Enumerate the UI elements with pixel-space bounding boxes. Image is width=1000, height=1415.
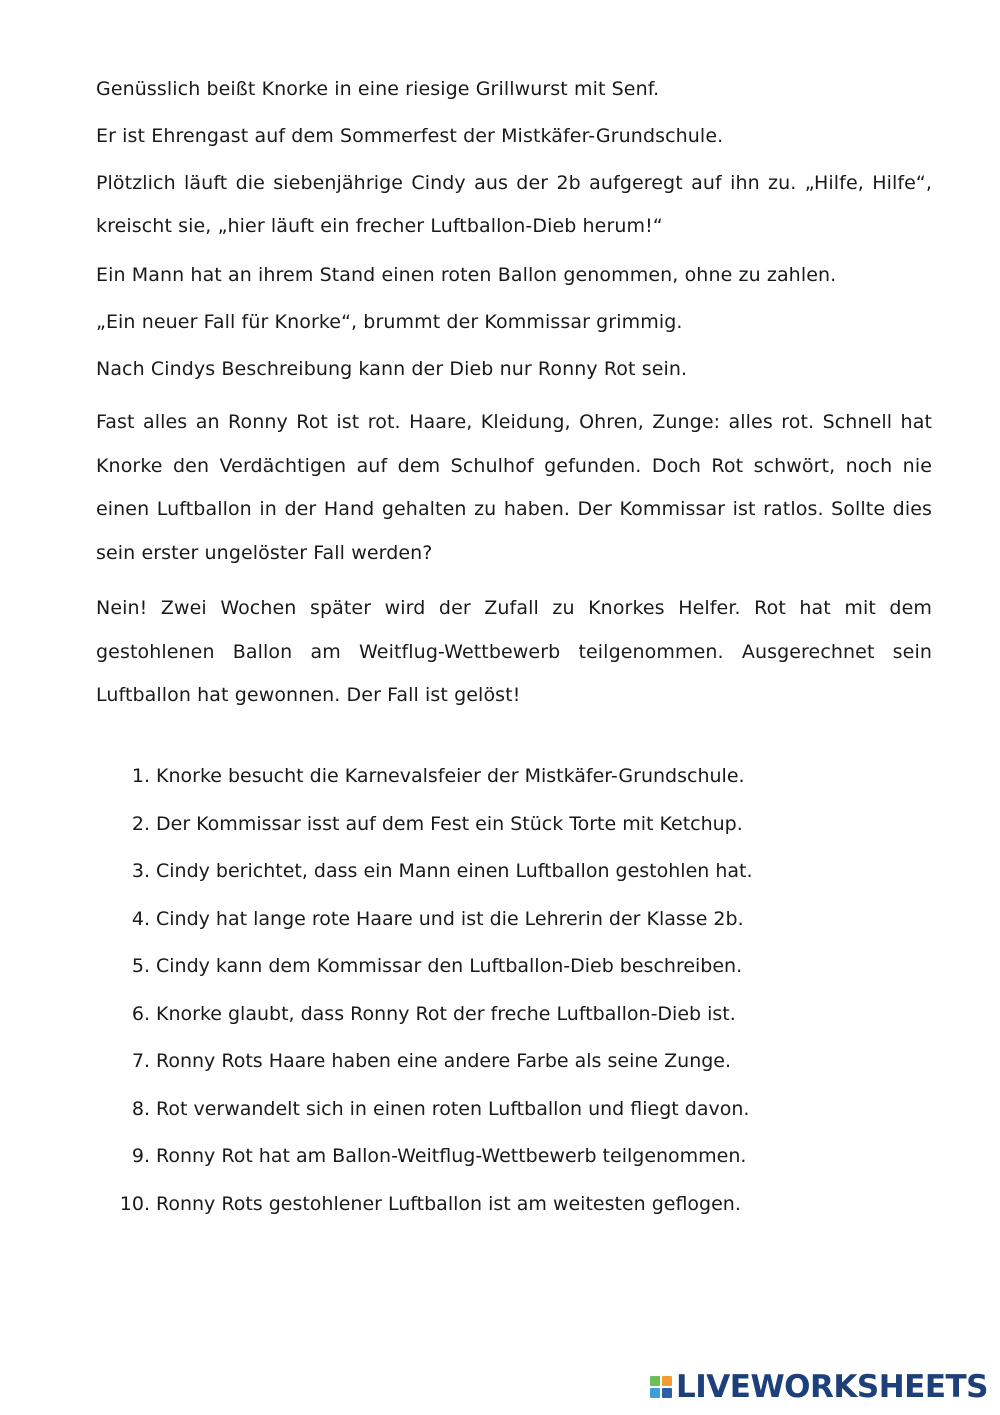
statement-number: 4.: [131, 907, 150, 930]
statement-number: 8.: [131, 1097, 150, 1120]
logo-square: [662, 1376, 672, 1386]
statement-text: Ronny Rot hat am Ballon-Weitflug-Wettbewerb teilgenommen.: [156, 1145, 747, 1167]
statement-text: Der Kommissar isst auf dem Fest ein Stück Torte mit Ketchup.: [156, 812, 743, 835]
statement-item: [96, 1141, 932, 1189]
logo-square: [650, 1376, 660, 1386]
statement-text: Cindy hat lange rote Haare und ist die Lehrerin der Klasse 2b.: [156, 907, 744, 930]
statement-item: [96, 856, 932, 904]
logo-square: [650, 1388, 660, 1398]
statement-text: Ronny Rots Haare haben eine andere Farbe als seine Zunge.: [156, 1050, 732, 1072]
statement-item: [96, 761, 932, 809]
story-paragraph-5: „Ein neuer Fall für Knorke“, brummt der Kommissar grimmig.: [96, 311, 683, 333]
statement-number: 6.: [131, 1002, 150, 1025]
statement-text: Rot verwandelt sich in einen roten Luftballon und fliegt davon.: [156, 1097, 750, 1120]
logo-grid-icon: [650, 1376, 672, 1398]
statement-number: 9.: [131, 1145, 150, 1167]
statement-item: [96, 1094, 932, 1142]
statement-item: [96, 999, 932, 1047]
statement-item: [96, 809, 932, 857]
liveworksheets-logo[interactable]: [650, 1367, 988, 1407]
story-paragraph-3: Plötzlich läuft die siebenjährige Cindy aus der 2b aufgeregt auf ihn zu. „Hilfe, Hilfe“, kreischt sie, „hier läuft ein frecher Luftballon-Dieb herum!“: [96, 172, 932, 237]
story-paragraph-8: Nein! Zwei Wochen später wird der Zufall zu Knorkes Helfer. Rot hat mit dem gestohlenen Ballon am Weitflug-Wettbewerb teilgenommen. Ausgerechnet sein Luftballon hat gewonnen. Der Fall ist gelöst!: [96, 597, 932, 706]
statement-number: 10.: [119, 1192, 150, 1215]
story-paragraph-1: Genüsslich beißt Knorke in eine riesige Grillwurst mit Senf.: [96, 78, 660, 100]
statement-item: [96, 1189, 932, 1237]
statement-number: 1.: [131, 765, 150, 787]
statement-number: 2.: [131, 812, 150, 835]
logo-square: [662, 1388, 672, 1398]
story-paragraph-4: Ein Mann hat an ihrem Stand einen roten Ballon genommen, ohne zu zahlen.: [96, 264, 837, 286]
statement-item: [96, 1046, 932, 1094]
story-paragraph-7: Fast alles an Ronny Rot ist rot. Haare, Kleidung, Ohren, Zunge: alles rot. Schnell hat Knorke den Verdächtigen auf dem Schulhof gefunden. Doch Rot schwört, noch nie einen Luftballon in der Hand gehalten zu haben. Der Kommissar ist ratlos. Sollte dies sein erster ungelöster Fall werden?: [96, 411, 932, 564]
story-text: [96, 74, 932, 730]
statement-text: Knorke besucht die Karnevalsfeier der Mistkäfer-Grundschule.: [156, 765, 745, 787]
logo-text: LIVEWORKSHEETS: [676, 1369, 988, 1405]
story-paragraph-2: Er ist Ehrengast auf dem Sommerfest der Mistkäfer-Grundschule.: [96, 125, 724, 147]
statement-text: Knorke glaubt, dass Ronny Rot der freche Luftballon-Dieb ist.: [156, 1002, 736, 1025]
statement-item: [96, 951, 932, 999]
statement-number: 7.: [131, 1050, 150, 1072]
statement-text: Ronny Rots gestohlener Luftballon ist am weitesten geflogen.: [156, 1192, 741, 1215]
statement-number: 3.: [131, 860, 150, 882]
statement-number: 5.: [131, 955, 150, 977]
statement-text: Cindy berichtet, dass ein Mann einen Luftballon gestohlen hat.: [156, 860, 753, 882]
statement-item: [96, 904, 932, 952]
story-paragraph-6: Nach Cindys Beschreibung kann der Dieb nur Ronny Rot sein.: [96, 358, 688, 380]
statement-list: [96, 761, 932, 1236]
statement-text: Cindy kann dem Kommissar den Luftballon-Dieb beschreiben.: [156, 955, 743, 977]
